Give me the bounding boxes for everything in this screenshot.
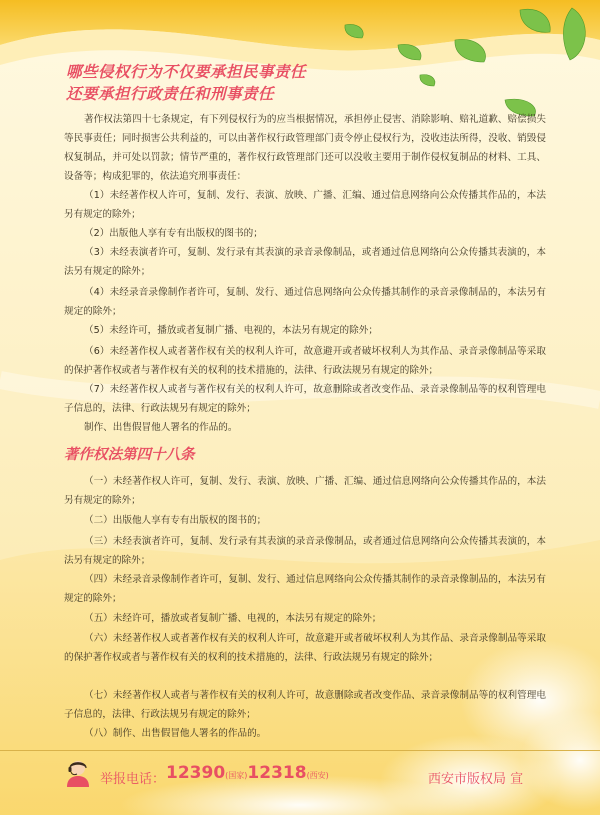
article-48-title: 著作权法第四十八条 — [64, 447, 195, 463]
article-47-item-5: （5）未经许可，播放或者复制广播、电视的，本法另有规定的除外； — [84, 325, 378, 336]
person-headset-icon — [64, 757, 92, 787]
article-48-item-1: （一）未经著作权人许可，复制、发行、表演、放映、广播、汇编、通过信息网络向公众传播其作品的，本法另有规定的除外； — [64, 476, 546, 506]
report-phone-line — [166, 763, 329, 783]
article-48-item-8: （八）制作、出售假冒他人署名的作品的。 — [84, 728, 267, 739]
phone-national: 12390 — [166, 763, 226, 783]
article-48-item-2: （二）出版他人享有专有出版权的图书的； — [84, 515, 267, 526]
article-47-item-6: （6）未经著作权人或者著作权有关的权利人许可，故意避开或者破坏权利人为其作品、录音录像制品等采取的保护著作权或者与著作权有关的权利的技术措施的，法律、行政法规另有规定的除外； — [64, 346, 546, 376]
article-48-item-6: （六）未经著作权人或者著作权有关的权利人许可，故意避开或者破坏权利人为其作品、录音录像制品等采取的保护著作权或者与著作权有关的权利的技术措施的，法律、行政法规另有规定的除外； — [64, 633, 546, 663]
article-48-item-7: （七）未经著作权人或者与著作权有关的权利人许可，故意删除或者改变作品、录音录像制品等的权利管理电子信息的，法律、行政法规另有规定的除外； — [64, 690, 546, 720]
phone-national-note: (国家) — [225, 771, 248, 780]
publisher-sign: 西安市版权局 宣 — [428, 772, 524, 787]
article-48-item-5: （五）未经许可，播放或者复制广播、电视的，本法另有规定的除外； — [84, 613, 382, 624]
phone-xian-note: (西安) — [306, 771, 329, 780]
article-47-intro: 著作权法第四十七条规定，有下列侵权行为的应当根据情况，承担停止侵害、消除影响、赔礼道歉、赔偿损失等民事责任；同时损害公共利益的，可以由著作权行政管理部门责令停止侵权行为，没收违法所得，没收、销毁侵权复制品，并可处以罚款；情节严重的，著作权行政管理部门还可以没收主要用于制作侵权复制品的材料、工具、设备等；构成犯罪的，依法追究刑事责任： — [64, 114, 546, 182]
article-48-item-4: （四）未经录音录像制作者许可，复制、发行、通过信息网络向公众传播其制作的录音录像制品的，本法另有规定的除外； — [64, 574, 546, 604]
headline-line-1: 哪些侵权行为不仅要承担民事责任 — [66, 63, 307, 81]
phone-xian: 12318 — [247, 763, 307, 783]
article-47-item-3: （3）未经表演者许可，复制、发行录有其表演的录音录像制品，或者通过信息网络向公众传播其表演的，本法另有规定的除外； — [64, 247, 546, 277]
article-48-item-3: （三）未经表演者许可，复制、发行录有其表演的录音录像制品，或者通过信息网络向公众传播其表演的，本法另有规定的除外； — [64, 536, 546, 566]
article-47-item-8: 制作、出售假冒他人署名的作品的。 — [84, 422, 238, 433]
report-phone-label: 举报电话： — [100, 772, 166, 787]
article-47-item-1: （1）未经著作权人许可，复制、发行、表演、放映、广播、汇编、通过信息网络向公众传播其作品的，本法另有规定的除外； — [64, 190, 546, 220]
article-47-item-4: （4）未经录音录像制作者许可，复制、发行、通过信息网络向公众传播其制作的录音录像制品的，本法另有规定的除外； — [64, 287, 546, 317]
article-47-item-2: （2）出版他人享有专有出版权的图书的； — [84, 228, 263, 239]
article-47-item-7: （7）未经著作权人或者与著作权有关的权利人许可，故意删除或者改变作品、录音录像制品等的权利管理电子信息的，法律、行政法规另有规定的除外； — [64, 384, 546, 414]
headline-line-2: 还要承担行政责任和刑事责任 — [66, 85, 275, 103]
